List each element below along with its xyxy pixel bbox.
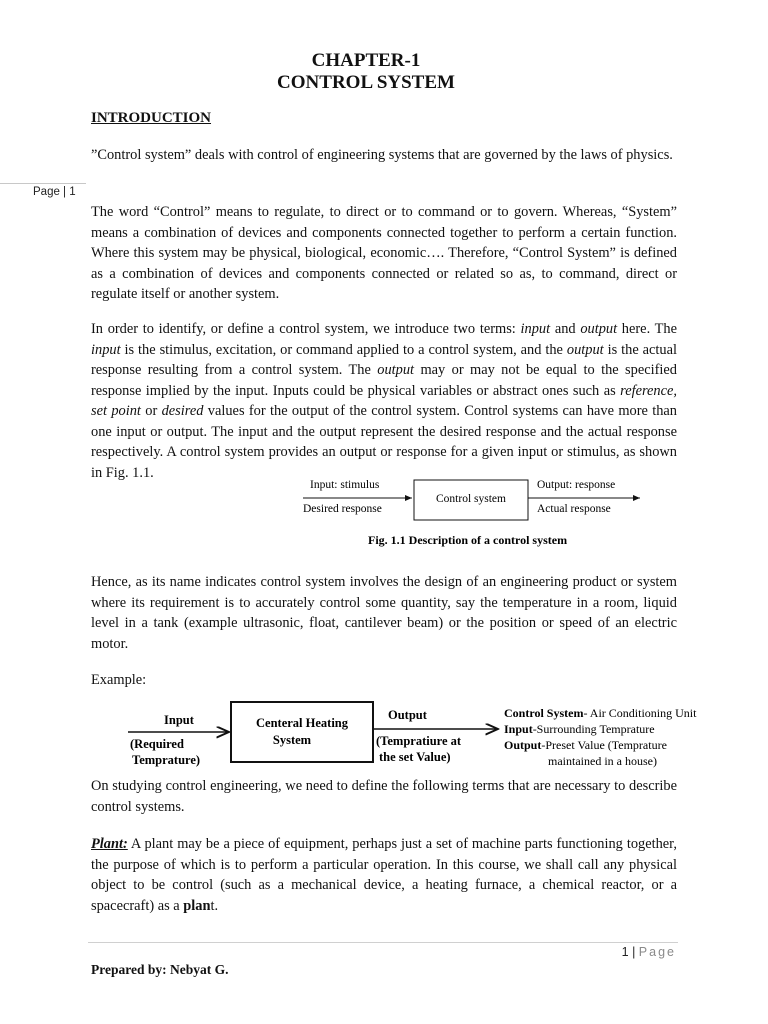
fig1-box-label: Control system	[436, 493, 506, 505]
fig2-input-sub-2: Temprature)	[132, 753, 201, 767]
fig2-note-1	[504, 706, 697, 720]
fig2-box-line-1: Centeral Heating	[256, 716, 348, 730]
prepared-by: Prepared by: Nebyat G.	[91, 962, 229, 977]
text-run: values for the output of the control system. Control systems can have more than one input or output. The input and the output represent the desired response and the actual response respectively. A control system provides an output or response for a given input or stimulus, as shown in Fig. 1.1.	[91, 403, 678, 481]
paragraph-text: ”Control system” deals with control of engineering systems that are governed by the laws of physics.	[91, 147, 673, 163]
term-plant: Plant:	[91, 836, 128, 852]
term-input: input	[520, 321, 551, 337]
side-page-label: Page | 1	[33, 186, 76, 198]
fig2-input-sub-1: (Required	[130, 737, 184, 751]
note-bold: Control System	[504, 706, 584, 720]
fig2-note-3	[504, 738, 667, 752]
fig2-output-sub-2: the set Value)	[379, 750, 451, 764]
chapter-number: CHAPTER-1	[311, 50, 421, 71]
paragraph-text: On studying control engineering, we need to define the following terms that are necessary to describe control systems.	[91, 778, 677, 815]
text-run: is the stimulus, excitation, or command applied to a control system, and the	[120, 341, 567, 358]
text-run: may or may not be equal to the specified response implied by the input. Inputs could be physical variables or abstract ones such as	[91, 362, 677, 399]
text-run: and	[550, 321, 581, 337]
note-text: - Air Conditioning Unit	[583, 706, 697, 720]
fig1-output-sub: Actual response	[537, 503, 611, 515]
text-run: In order to identify, or define a control system, we introduce two terms:	[91, 321, 521, 337]
side-divider	[0, 183, 86, 184]
paragraph-intro-3	[91, 319, 677, 483]
paragraph-text: The word “Control” means to regulate, to direct or to command or to govern. Whereas, “System” means a combination of devices and components connected together to perform a certain function. Where this system may be physical, biological, economic…. Therefore, “Control System” is defined as a combination of devices and components connected or related so as, to command, direct or regulate itself or another system.	[91, 204, 677, 302]
text-run: A plant may be a piece of equipment, perhaps just a set of machine parts functioning together, the purpose of which is to perform a particular operation. In this course, we shall call any physical object to be control (such as a mechanical device, a heating furnace, a chemical reactor, or a spacecraft) as a	[91, 836, 677, 914]
figure-1-1-diagram	[300, 474, 650, 550]
term-desired: desired	[161, 403, 204, 419]
note-text: -Surrounding Temprature	[532, 722, 655, 736]
text-run: is the actual response resulting from a control system. The	[91, 341, 677, 378]
text-run: here. The	[617, 321, 677, 337]
paragraph-text	[91, 319, 677, 483]
chapter-title: CONTROL SYSTEM	[277, 72, 455, 93]
footer-divider	[88, 942, 678, 943]
paragraph-intro-1	[91, 145, 677, 166]
paragraph-text	[91, 834, 677, 916]
fig2-input-label: Input	[164, 713, 194, 727]
term-plant-bold: plan	[183, 897, 211, 914]
note-bold: Output	[504, 738, 542, 752]
paragraph-hence	[91, 572, 677, 654]
example-heating-diagram	[126, 700, 726, 772]
term-reference: reference, set point	[91, 382, 677, 419]
page-word: Page	[638, 945, 676, 959]
fig1-output-label: Output: response	[537, 479, 616, 491]
page-num: 1	[621, 945, 629, 959]
fig2-output-sub-1: (Tempratiure at	[376, 734, 462, 748]
paragraph-plant	[91, 834, 677, 916]
fig1-input-sub: Desired response	[303, 503, 382, 515]
note-text: -Preset Value (Temprature	[541, 738, 667, 752]
paragraph-text: Hence, as its name indicates control system involves the design of an engineering product or system where its requirement is to accurately control some quantity, say the temperature in a room, liquid level in a tank (example ultrasonic, float, cantilever beam) or the position or speed of an electric motor.	[91, 574, 677, 652]
fig1-input-label: Input: stimulus	[310, 479, 380, 491]
note-bold: Input	[504, 722, 533, 736]
fig2-output-label: Output	[388, 708, 427, 722]
term-output: output	[580, 321, 618, 337]
fig2-note-4: maintained in a house)	[548, 754, 657, 768]
fig1-caption: Fig. 1.1 Description of a control system	[368, 533, 568, 547]
term-output: output	[377, 362, 415, 378]
example-label: Example:	[91, 672, 147, 688]
term-output: output	[566, 341, 604, 358]
fig2-note-2	[504, 722, 655, 736]
paragraph-intro-2	[91, 202, 677, 305]
section-heading-introduction: INTRODUCTION	[91, 110, 212, 126]
text-run: or	[140, 403, 162, 419]
paragraph-on-studying	[91, 776, 677, 817]
footer-page-number	[0, 945, 676, 959]
term-input: input	[91, 341, 121, 358]
text-run: t.	[210, 897, 219, 914]
fig2-box-line-2: System	[272, 733, 312, 747]
fig2-heating-box	[231, 702, 373, 762]
page-sep: |	[628, 945, 639, 959]
